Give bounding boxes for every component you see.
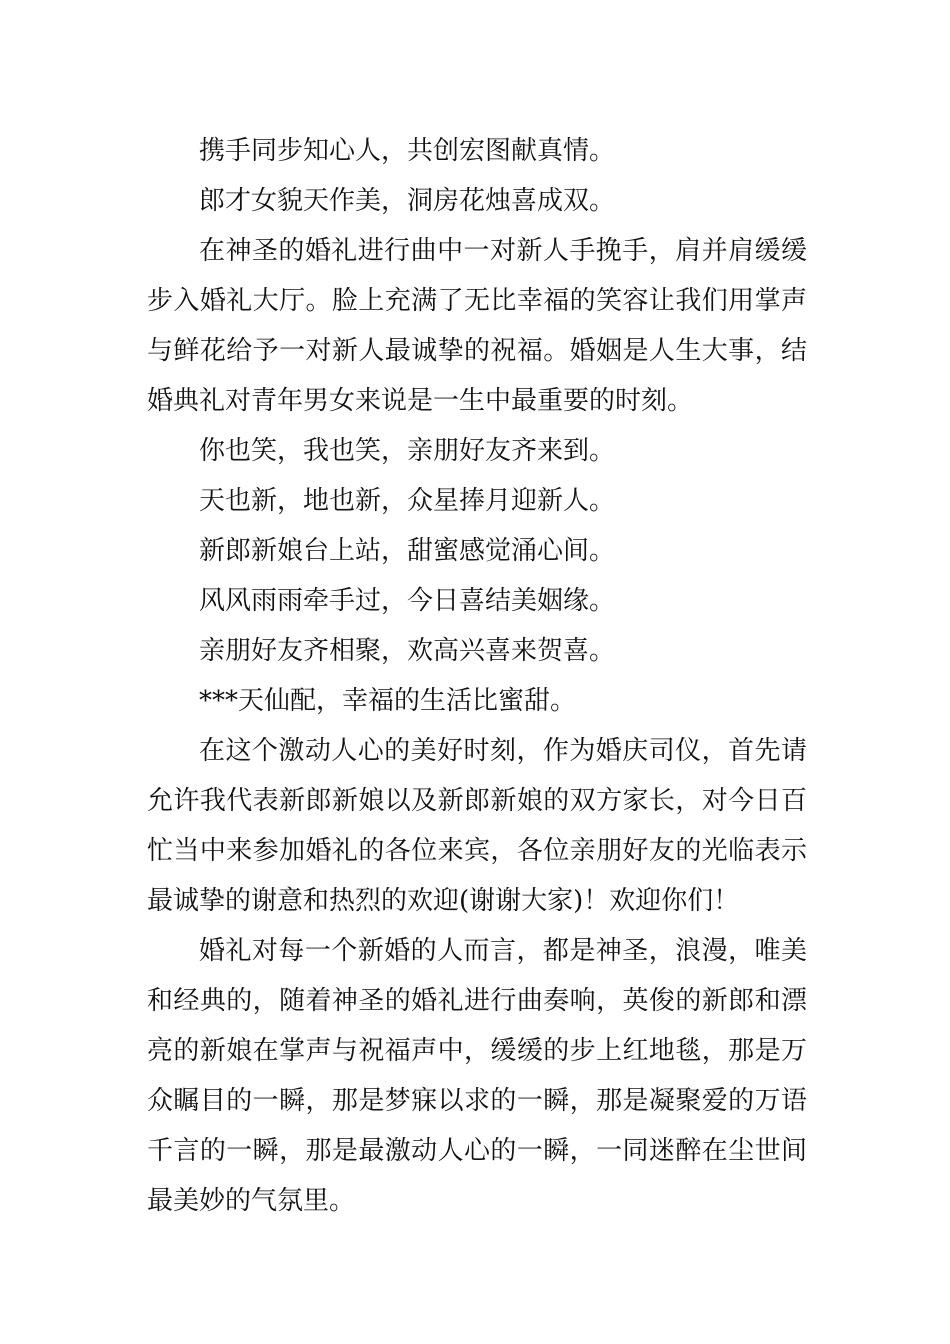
paragraph-11: 婚礼对每一个新婚的人而言，都是神圣，浪漫，唯美和经典的，随着神圣的婚礼进行曲奏响，英俊的新郎和漂亮的新娘在掌声与祝福声中，缓缓的步上红地毯，那是万众瞩目的一瞬，那是梦寐以求的一瞬，那是凝聚爱的万语千言的一瞬，那是最激动人心的一瞬，一同迷醉在尘世间最美妙的气氛里。 (147, 936, 807, 1216)
document-body (147, 126, 807, 1226)
paragraph-5: 天也新，地也新，众星捧月迎新人。 (199, 486, 616, 516)
paragraph-9: ***天仙配，幸福的生活比蜜甜。 (199, 686, 577, 716)
paragraph-4: 你也笑，我也笑，亲朋好友齐来到。 (199, 436, 616, 466)
paragraph-10: 在这个激动人心的美好时刻，作为婚庆司仪，首先请允许我代表新郎新娘以及新郎新娘的双方家长，对今日百忙当中来参加婚礼的各位来宾，各位亲朋好友的光临表示最诚挚的谢意和热烈的欢迎(谢谢大家)！欢迎你们！ (147, 736, 807, 916)
paragraph-7: 风风雨雨牵手过，今日喜结美姻缘。 (199, 586, 616, 616)
paragraph-1: 携手同步知心人，共创宏图献真情。 (199, 136, 616, 166)
paragraph-8: 亲朋好友齐相聚，欢高兴喜来贺喜。 (199, 636, 616, 666)
paragraph-6: 新郎新娘台上站，甜蜜感觉涌心间。 (199, 536, 616, 566)
paragraph-3: 在神圣的婚礼进行曲中一对新人手挽手，肩并肩缓缓步入婚礼大厅。脸上充满了无比幸福的笑容让我们用掌声与鲜花给予一对新人最诚挚的祝福。婚姻是人生大事，结婚典礼对青年男女来说是一生中最重要的时刻。 (147, 236, 807, 416)
paragraph-2: 郎才女貌天作美，洞房花烛喜成双。 (199, 186, 616, 216)
